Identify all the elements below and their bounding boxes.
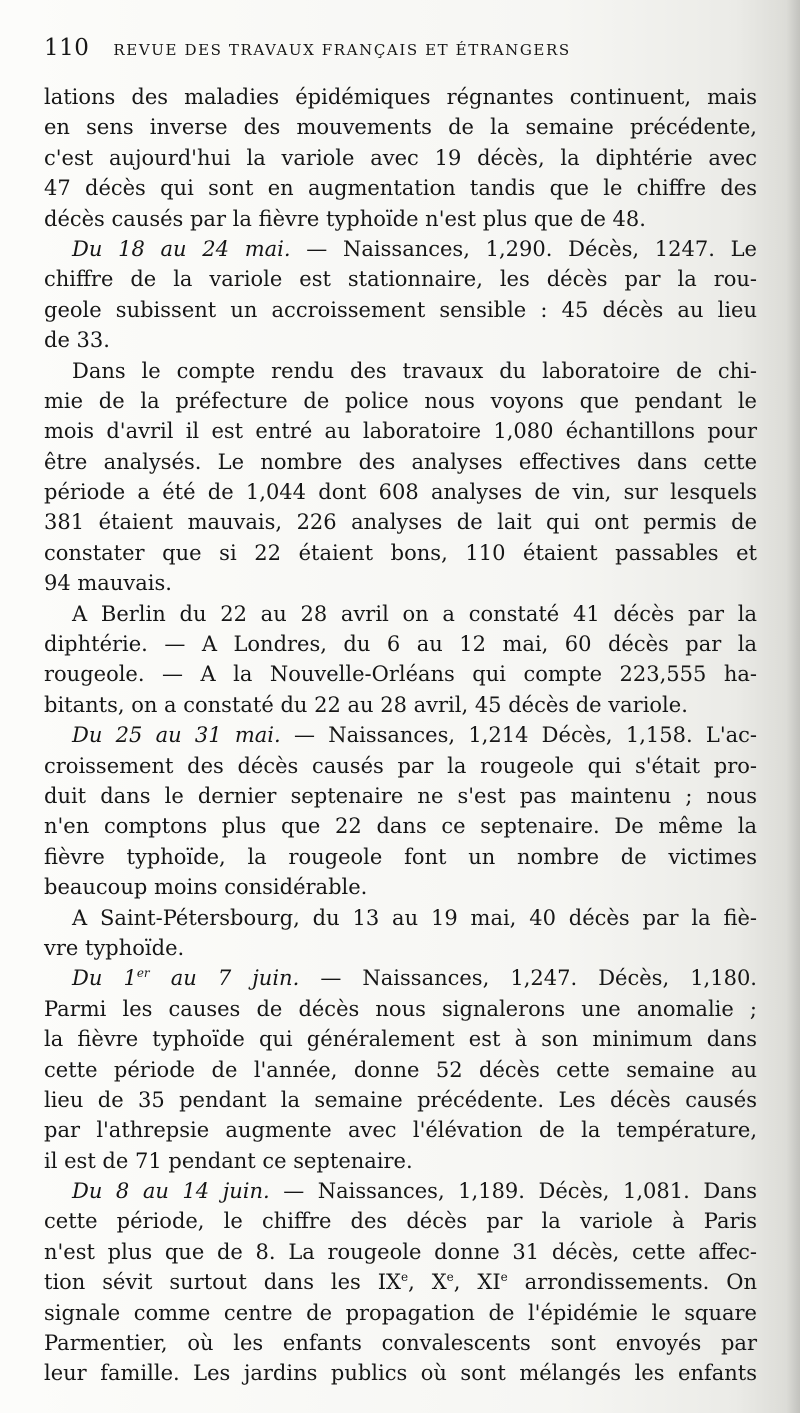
text-line: chiffre de la variole est stationnaire, les décès par la rou- [44,267,757,292]
text-line: signale comme centre de propagation de l'épidémie le square [44,1300,757,1325]
text-line: 381 étaient mauvais, 226 analyses de lait qui ont permis de [44,510,757,535]
ordinal-superscript: er [136,966,150,981]
text-line: cette période, le chiffre des décès par la variole à Paris [44,1209,757,1234]
text-line [44,963,757,993]
text-line: vre typhoïde. [44,935,185,960]
text-line: constater que si 22 étaient bons, 110 étaient passables et [44,540,757,565]
roman-numeral: IX [377,1270,401,1295]
text-line: 94 mauvais. [44,571,172,596]
text-line [44,720,757,750]
text-line: Dans le compte rendu des travaux du laboratoire de chi- [72,358,757,383]
text-line: période a été de 1,044 dont 608 analyses de vin, sur lesquels [44,480,757,505]
text-line: mois d'avril il est entré au laboratoire 1,080 échantillons pour [44,419,757,444]
text-line: A Saint-Pétersbourg, du 13 au 19 mai, 40 décès par la fiè- [72,905,757,930]
text-line: décès causés par la fièvre typhoïde n'est plus que de 48. [44,206,646,231]
line-text: — Naissances, 1,214 Décès, 1,158. L'ac- [280,723,757,748]
text-line: cette période de l'année, donne 52 décès cette semaine au [44,1057,757,1082]
roman-numeral: X [431,1270,447,1295]
week-date: Du 8 au 14 juin. [72,1179,270,1204]
text-line [44,1176,757,1206]
text-line: lations des maladies épidémiques régnantes continuent, mais [44,85,757,109]
ordinal-superscript: e [500,1270,508,1285]
text-line: leur famille. Les jardins publics où sont mélangés les enfants [44,1361,757,1386]
text-line: de 33. [44,328,110,353]
page-header [44,35,744,61]
text-line: fièvre typhoïde, la rougeole font un nombre de victimes [44,844,757,869]
text-line: rougeole. — A la Nouvelle-Orléans qui compte 223,555 ha- [44,662,757,687]
text-line [44,234,757,264]
line-text: — Naissances, 1,247. Décès, 1,180. [299,966,757,991]
text-line [44,1267,757,1297]
ordinal-superscript: e [401,1270,409,1285]
text-line: diphtérie. — A Londres, du 6 au 12 mai, 60 décès par la [44,632,757,657]
ordinal-superscript: e [446,1270,454,1285]
text-line: n'en comptons plus que 22 dans ce septenaire. De même la [44,814,757,839]
text-line: bitants, on a constaté du 22 au 28 avril, 45 décès de variole. [44,692,688,717]
text-line: croissement des décès causés par la rougeole qui s'était pro- [44,753,757,778]
line-text: — Naissances, 1,189. Décès, 1,081. Dans [269,1179,757,1204]
line-text: , [453,1270,478,1295]
text-line: Parmentier, où les enfants convalescents sont envoyés par [44,1331,757,1356]
text-line: c'est aujourd'hui la variole avec 19 décès, la diphtérie avec [44,145,757,170]
text-line: geole subissent un accroissement sensible : 45 décès au lieu [44,297,757,322]
running-title: REVUE DES TRAVAUX FRANÇAIS ET ÉTRANGERS [113,41,571,59]
date-text: au 7 juin. [149,966,300,991]
text-line: la fièvre typhoïde qui généralement est à son minimum dans [44,1027,757,1052]
text-line: lieu de 35 pendant la semaine précédente. Les décès causés [44,1087,757,1112]
body-text [44,82,757,1389]
text-line: être analysés. Le nombre des analyses effectives dans cette [44,449,757,474]
text-line: duit dans le dernier septenaire ne s'est pas maintenu ; nous [44,783,757,808]
text-line: n'est plus que de 8. La rougeole donne 31 décès, cette affec- [44,1239,757,1264]
line-text: arrondissements. On [507,1270,758,1295]
text-line: Parmi les causes de décès nous signalerons une anomalie ; [44,996,757,1021]
text-line: A Berlin du 22 au 28 avril on a constaté 41 décès par la [72,601,757,626]
page-number: 110 [44,35,90,61]
roman-numeral: XI [477,1270,501,1295]
text-line: mie de la préfecture de police nous voyons que pendant le [44,388,757,413]
text-line: il est de 71 pendant ce septenaire. [44,1148,413,1173]
text-line: beaucoup moins considérable. [44,875,368,900]
week-date: Du 25 au 31 mai. [72,723,281,748]
line-text: — Naissances, 1,290. Décès, 1247. Le [290,236,757,261]
week-date [72,966,299,990]
date-text: Du 1 [72,966,137,991]
page-edge-shadow [786,0,800,1413]
week-date: Du 18 au 24 mai. [72,236,291,261]
text-line: par l'athrepsie augmente avec l'élévation de la température, [44,1118,757,1143]
line-text: tion sévit surtout dans les [44,1270,378,1295]
text-line: 47 décès qui sont en augmentation tandis que le chiffre des [44,176,757,201]
line-text: , [408,1270,432,1295]
text-line: en sens inverse des mouvements de la semaine précédente, [44,115,757,140]
